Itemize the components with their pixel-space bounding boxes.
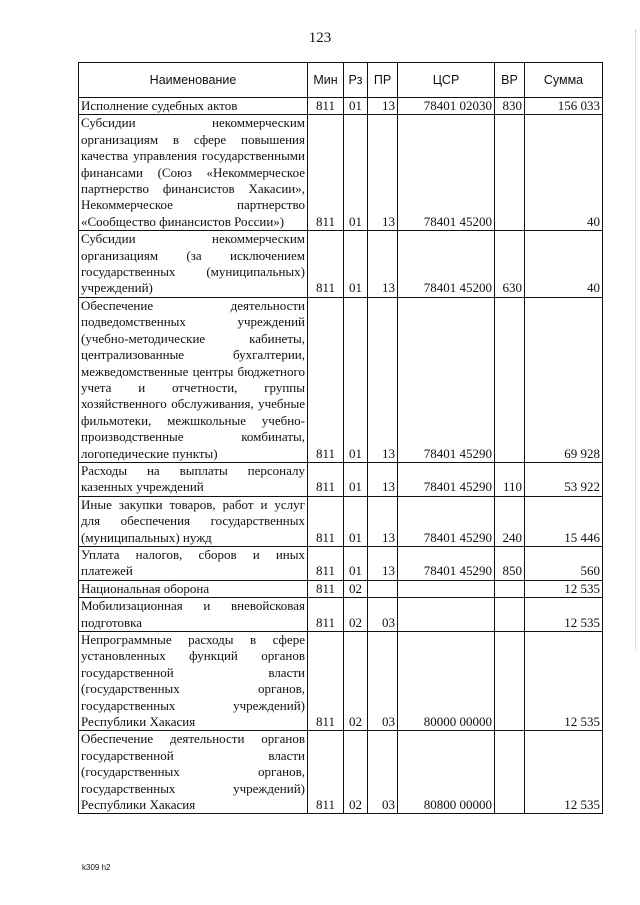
table-header-row xyxy=(79,63,603,98)
row-vr: 630 xyxy=(495,231,525,298)
row-min: 811 xyxy=(308,462,344,496)
row-pr: 13 xyxy=(368,496,398,546)
row-vr xyxy=(495,115,525,231)
header-pr: ПР xyxy=(368,63,398,98)
row-pr: 03 xyxy=(368,598,398,632)
table-row xyxy=(79,462,603,496)
row-pr: 03 xyxy=(368,731,398,814)
header-rz: Рз xyxy=(344,63,368,98)
row-vr xyxy=(495,731,525,814)
table-row xyxy=(79,115,603,231)
row-name: Мобилизационная и вневойсковая подготовка xyxy=(79,598,308,632)
row-rz: 01 xyxy=(344,297,368,462)
row-sum: 15 446 xyxy=(525,496,603,546)
row-sum: 40 xyxy=(525,115,603,231)
row-rz: 01 xyxy=(344,462,368,496)
row-sum: 12 535 xyxy=(525,632,603,731)
row-name: Исполнение судебных актов xyxy=(79,98,308,115)
row-min: 811 xyxy=(308,598,344,632)
row-name: Непрограммные расходы в сфере установленных функций органов государственной власти (государственных органов, государственных учреждений) Республики Хакасия xyxy=(79,632,308,731)
row-csr: 78401 45290 xyxy=(398,462,495,496)
row-pr: 13 xyxy=(368,297,398,462)
row-pr: 13 xyxy=(368,115,398,231)
row-csr: 80800 00000 xyxy=(398,731,495,814)
row-min: 811 xyxy=(308,546,344,580)
row-name: Обеспечение деятельности органов государственной власти (государственных органов, государственных учреждений) Республики Хакасия xyxy=(79,731,308,814)
row-sum: 12 535 xyxy=(525,598,603,632)
row-pr: 13 xyxy=(368,546,398,580)
row-rz: 02 xyxy=(344,598,368,632)
row-pr: 13 xyxy=(368,462,398,496)
row-csr: 78401 45290 xyxy=(398,297,495,462)
row-min: 811 xyxy=(308,98,344,115)
row-name: Уплата налогов, сборов и иных платежей xyxy=(79,546,308,580)
row-name: Субсидии некоммерческим организациям в сфере повышения качества управления государственными финансами (Союз «Некоммерческое партнерство финансистов Хакасии», Некоммерческое партнерство «Сообщество финансистов России») xyxy=(79,115,308,231)
row-vr: 850 xyxy=(495,546,525,580)
row-csr: 78401 45200 xyxy=(398,231,495,298)
row-name: Субсидии некоммерческим организациям (за исключением государственных (муниципальных) учреждений) xyxy=(79,231,308,298)
row-sum: 156 033 xyxy=(525,98,603,115)
header-csr: ЦСР xyxy=(398,63,495,98)
row-vr: 110 xyxy=(495,462,525,496)
row-csr xyxy=(398,580,495,597)
table-row xyxy=(79,632,603,731)
table-row xyxy=(79,546,603,580)
table-row xyxy=(79,231,603,298)
row-rz: 01 xyxy=(344,231,368,298)
header-sum: Сумма xyxy=(525,63,603,98)
row-rz: 01 xyxy=(344,98,368,115)
row-vr xyxy=(495,632,525,731)
row-min: 811 xyxy=(308,231,344,298)
row-pr xyxy=(368,580,398,597)
row-min: 811 xyxy=(308,297,344,462)
row-csr: 80000 00000 xyxy=(398,632,495,731)
row-rz: 01 xyxy=(344,115,368,231)
row-name: Обеспечение деятельности подведомственных учреждений (учебно-методические кабинеты, централизованные бухгалтерии, межведомственные центры бюджетного учета и отчетности, группы хозяйственного обслуживания, учебные фильмотеки, межшкольные учебно-производственные комбинаты, логопедические пункты) xyxy=(79,297,308,462)
table-row xyxy=(79,98,603,115)
row-min: 811 xyxy=(308,115,344,231)
row-rz: 02 xyxy=(344,632,368,731)
row-sum: 53 922 xyxy=(525,462,603,496)
row-sum: 40 xyxy=(525,231,603,298)
row-min: 811 xyxy=(308,731,344,814)
row-rz: 01 xyxy=(344,496,368,546)
margin-scan-marks xyxy=(632,30,636,650)
row-csr: 78401 45290 xyxy=(398,546,495,580)
table-row xyxy=(79,580,603,597)
row-sum: 12 535 xyxy=(525,731,603,814)
row-min: 811 xyxy=(308,632,344,731)
header-name: Наименование xyxy=(79,63,308,98)
header-min: Мин xyxy=(308,63,344,98)
row-sum: 560 xyxy=(525,546,603,580)
row-pr: 13 xyxy=(368,98,398,115)
row-name: Иные закупки товаров, работ и услуг для обеспечения государственных (муниципальных) нужд xyxy=(79,496,308,546)
row-csr: 78401 02030 xyxy=(398,98,495,115)
row-pr: 03 xyxy=(368,632,398,731)
table-row xyxy=(79,598,603,632)
table-row xyxy=(79,496,603,546)
row-min: 811 xyxy=(308,496,344,546)
row-csr: 78401 45290 xyxy=(398,496,495,546)
row-vr xyxy=(495,580,525,597)
table-row xyxy=(79,297,603,462)
table-row xyxy=(79,731,603,814)
row-min: 811 xyxy=(308,580,344,597)
page-number: 123 xyxy=(308,30,332,46)
row-csr xyxy=(398,598,495,632)
row-vr: 830 xyxy=(495,98,525,115)
row-name: Национальная оборона xyxy=(79,580,308,597)
budget-table xyxy=(78,62,603,814)
header-vr: ВР xyxy=(495,63,525,98)
row-sum: 12 535 xyxy=(525,580,603,597)
row-name: Расходы на выплаты персоналу казенных учреждений xyxy=(79,462,308,496)
row-sum: 69 928 xyxy=(525,297,603,462)
row-pr: 13 xyxy=(368,231,398,298)
row-vr xyxy=(495,598,525,632)
row-vr: 240 xyxy=(495,496,525,546)
footer-code: k309 h2 xyxy=(82,863,111,872)
row-vr xyxy=(495,297,525,462)
row-rz: 02 xyxy=(344,580,368,597)
row-rz: 02 xyxy=(344,731,368,814)
row-csr: 78401 45200 xyxy=(398,115,495,231)
row-rz: 01 xyxy=(344,546,368,580)
